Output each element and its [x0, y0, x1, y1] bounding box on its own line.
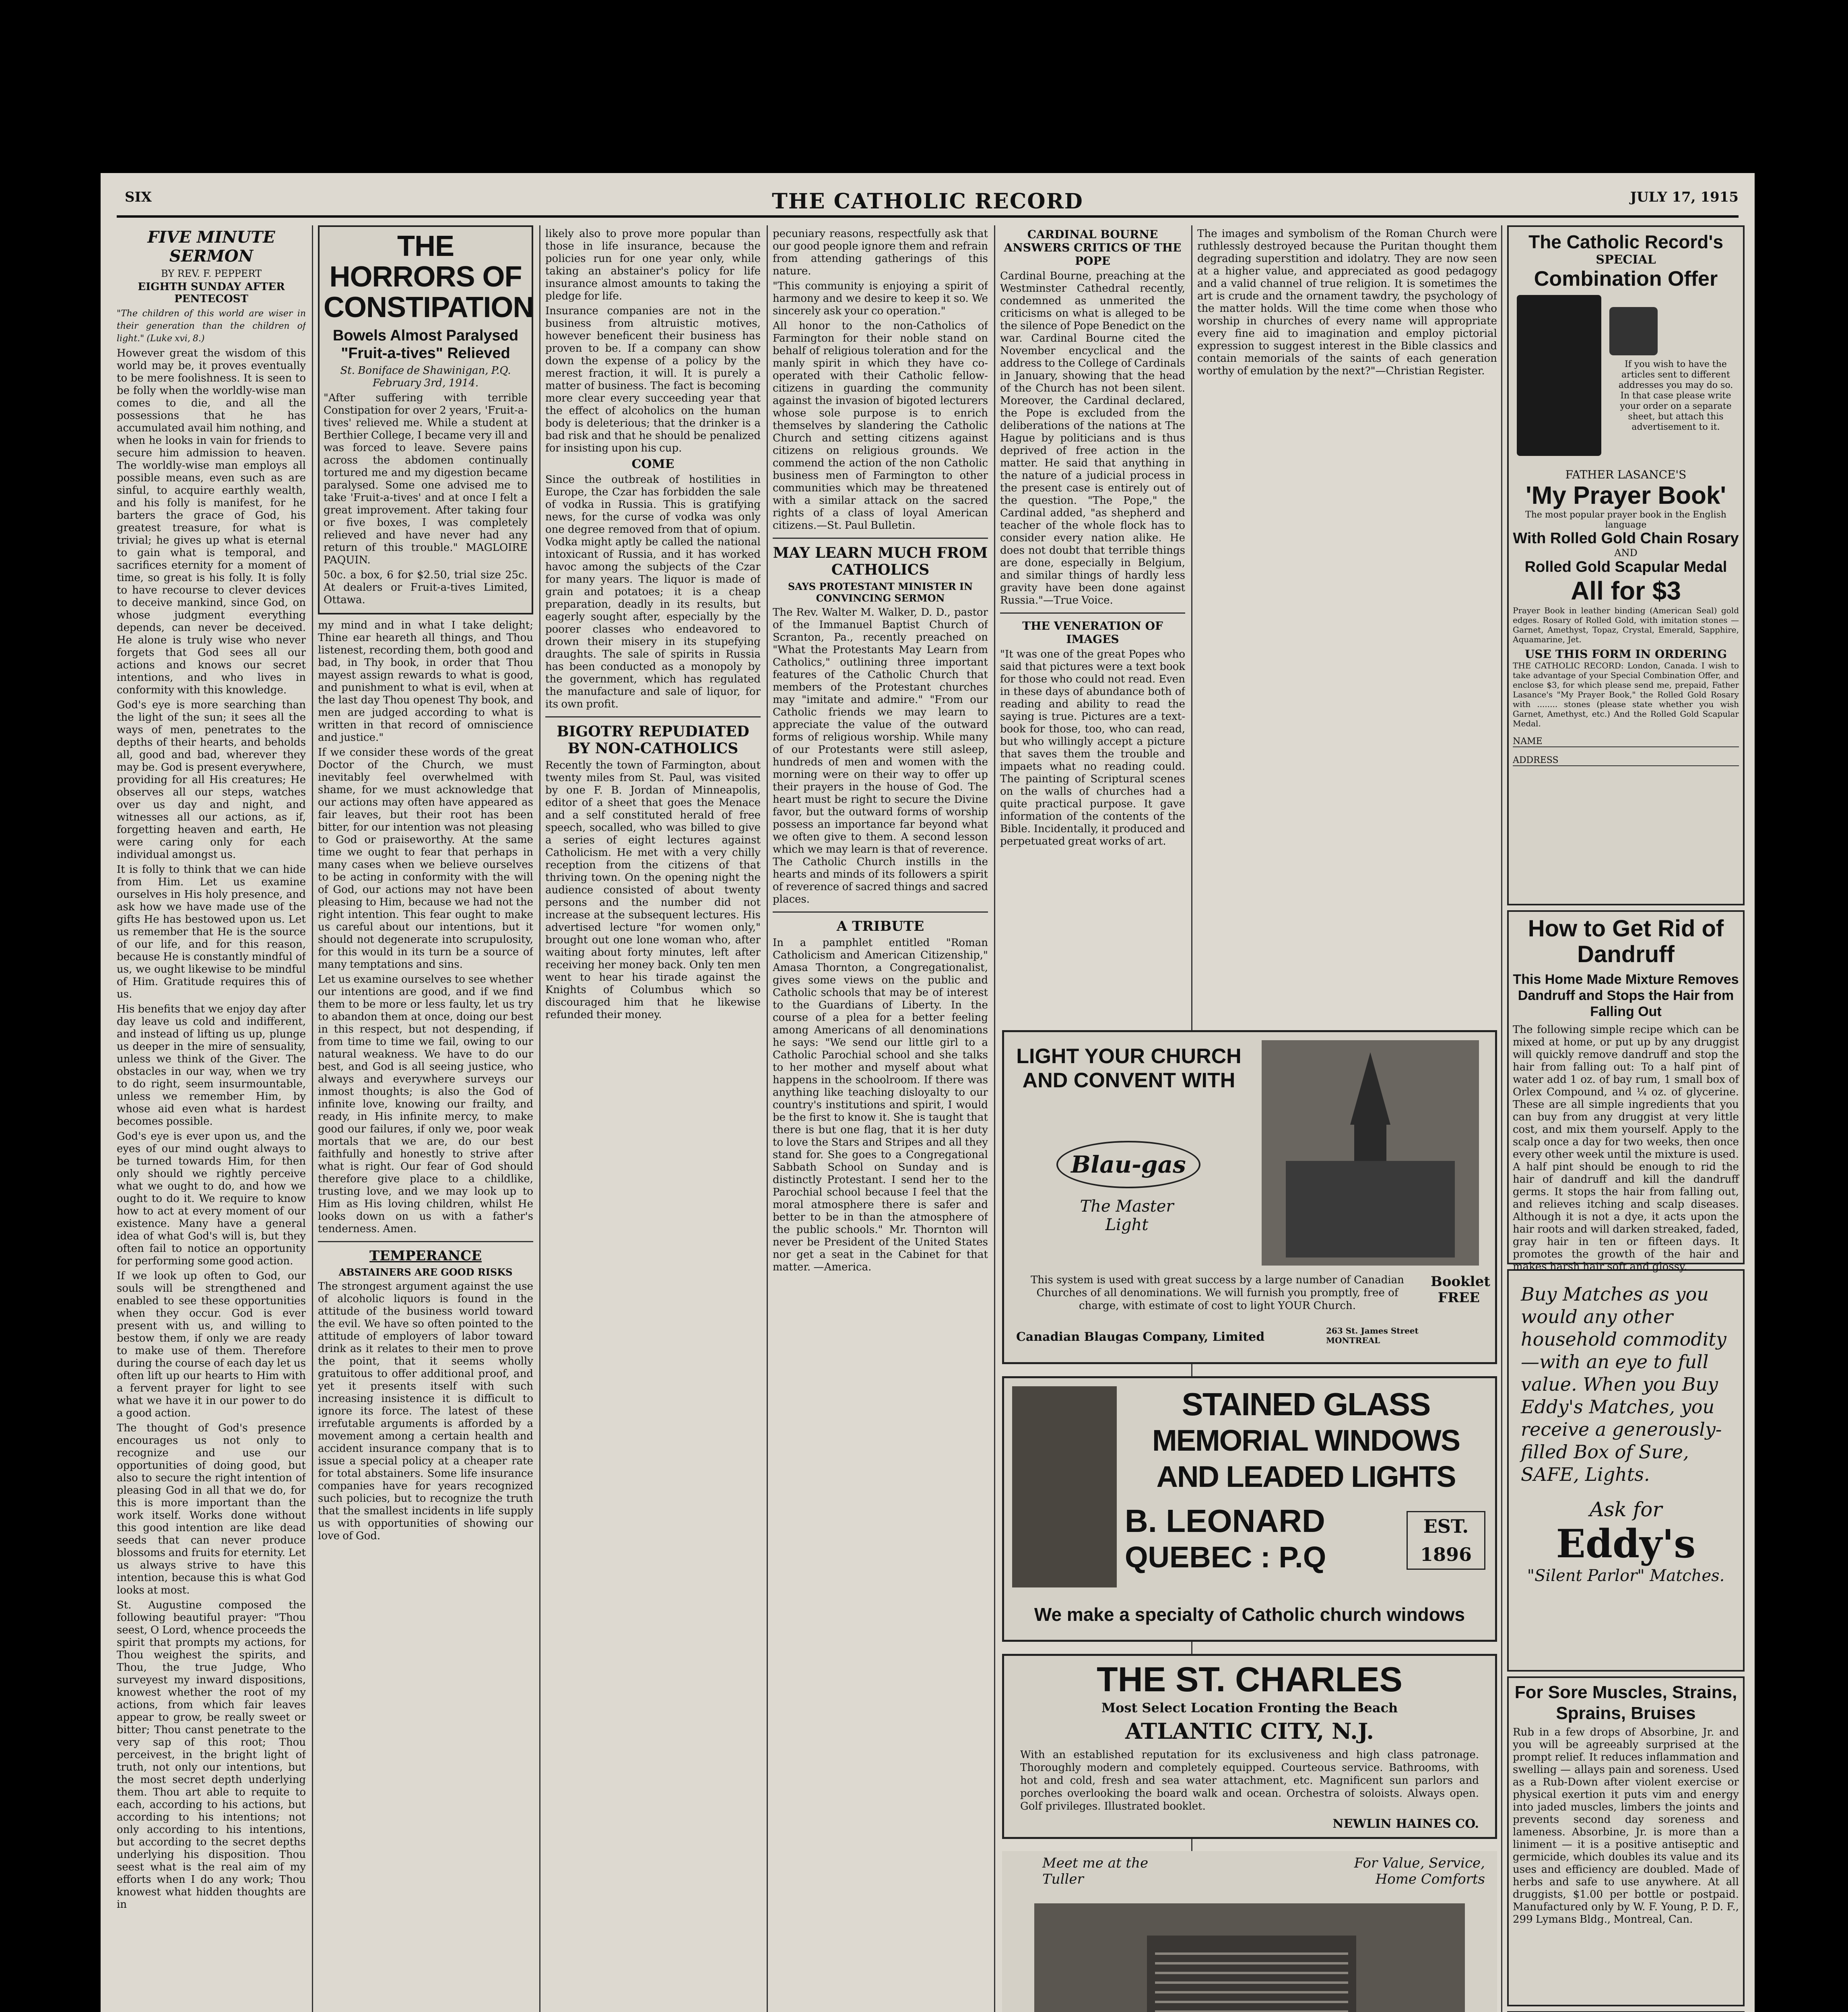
sermon-paragraph: However great the wisdom of this world may be, it proves eventually to be mere foolishness. It is seen to be folly when the worldly-wise man comes to die, and all the possessions that he has accumulated avail him nothing, and when he looks in vain for friends to secure him admission to heaven. The worldly-wise man employs all possible means, even such as are sinful, to acquire earthly wealth, and his folly is manifest, for he barters the grace of God, his greatest treasure, for what is trivial; he gives up what is eternal to gain what is temporal, and sacrifices eternity for a moment of time, so great is his folly. It is folly to have recourse to clever devices to deceive mankind, since God, on whose judgment everything depends, can never be deceived. He alone is truly wise who never forgets that God sees all our actions and knows our secret intentions, and who lives in conformity with this knowledge. [117, 347, 306, 696]
order-address-field[interactable]: ADDRESS [1513, 755, 1739, 766]
column-6 [1197, 225, 1497, 1062]
eddys-ask: Ask for [1589, 1498, 1662, 1521]
sermon-paragraph: It is folly to think that we can hide from Him. Let us examine ourselves in His holy presence, and ask how we have made use of the gifts He has bestowed upon us. Let us remember that He is the source of our life, and for this reason, because He is constantly mindful of us, we ought likewise to be mindful of Him. Gratitude requires this of us. [117, 864, 306, 1000]
blaugas-ad [1002, 1030, 1497, 1364]
leonard-tagline: We make a specialty of Catholic church windows [1034, 1604, 1465, 1625]
bourne-body: Cardinal Bourne, preaching at the Westminster Cathedral recently, condemned as unmerited the criticisms on what is alleged to be the silence of Pope Benedict on the war. Cardinal Bourne cited the November encyclical and the address to the College of Cardinals in January, showing that the head of the Church has not been silent. Moreover, the Cardinal declared, the Pope is excluded from the deliberations of the nations at The Hague by politicians and is thus deprived of free action in the matter. He said that anything in the nature of a judicial process in the present case is entirely out of the question. "The Pope," the Cardinal added, "as shepherd and teacher of the whole flock has to consider every nation alike. He does not doubt that terrible things are done, especially in Belgium, and similar things of hardly less gravity have been done against Russia."—True Voice. [1000, 270, 1185, 606]
tuller-value: For Value, Service, Home Comforts [1354, 1855, 1485, 1887]
sermon-paragraph: His benefits that we enjoy day after day leave us cold and indifferent, and instead of lifting us up, plunge us deeper in the mire of sensuality, unless we think of the Giver. The obstacles in our way, when we try to do right, seem insurmountable, unless we remember Him, by whose aid even what is hardest becomes possible. [117, 1003, 306, 1128]
tribute-body: In a pamphlet entitled "Roman Catholicism and American Citizenship," Amasa Thornton, a Congregationalist, gives some views on the public and Catholic schools that may be of interest to the Guardians of Liberty. In the course of a plea for a better feeling among Americans of all denominations he says: "We send our little girl to a Catholic Parochial school and she talks to her mother and myself about what happens in the schoolroom. If there was anything like teaching disloyalty to our country's institutions and spirit, I would be the first to know it. She is taught that there is but one flag, that it is her duty to love the Stars and Stripes and all they stand for. She goes to a Congregational Sabbath School on Sunday and is distinctly Protestant. I send her to the Parochial school because I feel that the moral atmosphere there is safer and better to be in than the atmosphere of the public schools." Mr. Thornton will never be President of the United States nor get a seat in the Cabinet for that matter. —America. [773, 937, 988, 1273]
dandruff-title: How to Get Rid of Dandruff [1528, 915, 1724, 967]
rosary-case-image [1609, 307, 1658, 355]
sermon-continued: my mind and in what I take delight; Thine ear heareth all things, and Thou listenest, recording them, both good and bad, in Thy book, in order that Thou mayest assign rewards to what is good, and punishment to what is evil, when at the last day Thou openest Thy book, and men are judged according to what is written in that record of omniscience and justice." [318, 619, 533, 744]
page-number: SIX [125, 189, 152, 205]
sermon-continued: If we consider these words of the great Doctor of the Church, we must inevitably feel overwhelmed with shame, for we must acknowledge that our actions may often have appeared as fair leaves, but their root has been bitter, for our intention was not pleasing to God or praiseworthy. At the same time we ought to fear that perhaps in many cases when we believe ourselves to be acting in conformity with the will of God, our actions may not have been pleasing to Him, because we had not the right intention. This fear ought to make us careful about our intentions, but it should not degenerate into scrupulosity, for this would in its turn be a source of many temptations and sins. [318, 746, 533, 971]
column-divider [539, 225, 540, 2012]
leonard-line2: MEMORIAL WINDOWS [1152, 1424, 1460, 1457]
sermon-epigraph: "The children of this world are wiser in their generation than the children of light." (Luke xvi, 8.) [117, 309, 306, 344]
leonard-line1: STAINED GLASS [1182, 1386, 1430, 1422]
absorbine-ad [1507, 1676, 1745, 2006]
combo-title: The Catholic Record's [1528, 231, 1723, 252]
veneration-body: "It was one of the great Popes who said that pictures were a text book for those who could not read. Even in these days of abundance both of reading and ability to read the saying is true. Pictures are a text-book for those, too, who can read, but who willingly accept a picture that saves them the trouble and impaets what no reading could. The painting of Scriptural scenes on the walls of churches had a quite practical purpose. It gave information of the contents of the Bible. Incidentally, it produced and perpetuated great works of art. [1000, 648, 1185, 847]
blaugas-company: Canadian Blaugas Company, Limited [1016, 1330, 1265, 1344]
leonard-est: EST. 1896 [1407, 1511, 1485, 1570]
st-charles-city: ATLANTIC CITY, N.J. [1125, 1718, 1374, 1744]
tuller-ad [1002, 1851, 1497, 2012]
tuller-meet: Meet me at the Tuller [1042, 1855, 1149, 1887]
st-charles-sub: Most Select Location Fronting the Beach [1101, 1700, 1398, 1715]
medal-label: Rolled Gold Scapular Medal [1524, 559, 1727, 575]
absorbine-body: Rub in a few drops of Absorbine, Jr. and you will be agreeably surprised at the prompt relief. It reduces inflammation and swelling — allays pain and soreness. Used as a Rub-Down after violent exercise or physical exertion it puts vim and energy into jaded muscles, limbers the joints and prevents second day soreness and lameness. Absorbine, Jr. is more than a liniment — it is a positive antiseptic and germicide, which doubles its value and its uses and efficiency are doubled. Made of herbs and safe to use anywhere. At all druggists, $1.00 per bottle or postpaid. Manufactured only by W. F. Young, P. D. F., 299 Lymans Bldg., Montreal, Can. [1513, 1726, 1739, 1925]
newspaper-page [101, 173, 1755, 2012]
column-4 [773, 225, 988, 2012]
absorbine-title: For Sore Muscles, Strains, Sprains, Bruises [1514, 1682, 1737, 1723]
eddys-matches-ad [1507, 1269, 1745, 1672]
sermon-subheading: EIGHTH SUNDAY AFTER PENTECOST [138, 281, 285, 305]
st-charles-ad [1002, 1654, 1497, 1839]
combination-offer-ad [1507, 225, 1745, 905]
learn-heading: MAY LEARN MUCH FROM CATHOLICS [773, 544, 988, 578]
bigotry-body: Recently the town of Farmington, about twenty miles from St. Paul, was visited by one F. B. Jordan of Minneapolis, editor of a sheet that goes the Menace and a self constituted herald of free speech, socalled, who was billed to give a series of eight lectures against Catholicism. He met with a very chilly reception from the citizens of that thriving town. On the opening night the audience consisted of about twenty persons and the number did not increase at the subsequent lectures. His advertised lecture "for women only," brought out one lone woman who, after waiting about forty minutes, left after receiving her money back. Only ten men went to hear his tirade against the Knights of Columbus which so discouraged him that he likewise refunded their money. [545, 759, 761, 1021]
st-charles-title: THE ST. CHARLES [1097, 1660, 1402, 1699]
article-paragraph: pecuniary reasons, respectfully ask that our good people ignore them and refrain from attending gatherings of this nature. [773, 228, 988, 277]
column-divider [994, 225, 995, 2012]
come-heading: COME [631, 457, 674, 471]
prayer-book-image [1517, 295, 1601, 456]
article-paragraph: likely also to prove more popular than those in life insurance, because the policies run for one year only, while taking an abstainer's policy for life insurance almost amounts to taking the pledge for life. [545, 228, 761, 302]
blaugas-booklet: Booklet FREE [1431, 1274, 1490, 1306]
leonard-line3: AND LEADED LIGHTS [1156, 1460, 1456, 1493]
issue-date: JULY 17, 1915 [1630, 189, 1739, 205]
fruit-a-tives-ad [318, 225, 533, 614]
leonard-city: QUEBEC : P.Q [1125, 1540, 1326, 1574]
divider [773, 911, 988, 913]
st-charles-owner: NEWLIN HAINES CO. [1332, 1817, 1479, 1831]
column-3 [545, 225, 761, 2012]
combo-price: All for $3 [1571, 576, 1681, 605]
sermon-paragraph: If we look up often to God, our souls will be strengthened and enabled to see these opportunities when they occur. God is ever present with us, and willing to bestow them, if only we are ready to make use of them. Therefore during the course of each day let us often lift up our hearts to Him with a fervent prayer for light to see what we have it in our power to do a good action. [117, 1270, 306, 1419]
constipation-ad-title: THE HORRORS OF CONSTIPATION [324, 230, 533, 324]
temperance-heading: TEMPERANCE [369, 1248, 482, 1264]
column-divider [312, 225, 313, 2012]
eddys-brand: Eddy's [1556, 1521, 1696, 1567]
order-form-text: THE CATHOLIC RECORD: London, Canada. I wish to take advantage of your Special Combination Offer, and enclose $3, for which please send me, prepaid, Father Lasance's "My Prayer Book," the Rolled Gold Rosary with ........ stones (please state whether you wish Garnet, Amethyst, etc.) And the Rolled Gold Scapular Medal. [1513, 661, 1739, 728]
divider [1000, 612, 1185, 614]
column-divider [1501, 225, 1502, 2012]
blaugas-body: This system is used with great success by a large number of Canadian Churches of all denominations. We will furnish you promptly, free of charge, with estimate of cost to light YOUR Church. [1031, 1274, 1404, 1312]
sermon-paragraph: The thought of God's presence encourages us not only to recognize and use our opportunities of doing good, but also to secure the right intention of pleasing God in all that we do, for this is more important than the work itself. Works done without this good intention are like dead seeds that can never produce blossoms and fruits for eternity. Let us always strive to have this intention, because this is what God looks at most. [117, 1422, 306, 1596]
eddys-body: Buy Matches as you would any other household commodity—with an eye to full value. When you Buy Eddy's Matches, you receive a generously-filled Box of Sure, SAFE, Lights. [1521, 1283, 1726, 1485]
sermon-paragraph: St. Augustine composed the following beautiful prayer: "Thou seest, O Lord, whence proceeds the spirit that prompts my actions, for Thou weighest the spirits, and Thou, the true Judge, Who surveyest my inward dispositions, knowest whether the root of my actions, from which fair leaves appear to grow, be really sweet or bitter; Thou canst penetrate to the very sap of this root; Thou perceivest, in the bright light of truth, not only our intentions, but the most secret depth underlying them. Thou art able to requite to each, according to his actions, but according to his intentions; not only according to his intentions, but according to the secret depths underlying his disposition. Thou seest what is the real aim of my efforts when I do any work; Thou knowest what hidden thoughts are in [117, 1599, 306, 1911]
leonard-ad [1002, 1376, 1497, 1642]
temperance-body: The strongest argument against the use of alcoholic liquors is found in the attitude of the business world toward the evil. We have so often pointed to the attitude of employers of labor toward drink as it relates to their men to prove the point, that it seems wholly gratuitous to offer additional proof, and yet it presents itself with such increasing insistence it is difficult to ignore its force. The latest of these irrefutable arguments is afforded by a movement among a certain health and accident insurance company that is to issue a special policy at a cheaper rate for total abstainers. Some life insurance companies have for years recognized such policies, but to recognize the truth that the smallest incidents in life supply us with opportunities of showing our love of God. [318, 1280, 533, 1542]
column-2 [318, 225, 533, 2012]
hotel-building-illustration [1034, 1903, 1465, 2012]
combo-offer: Combination Offer [1534, 267, 1718, 291]
order-name-field[interactable]: NAME [1513, 736, 1739, 747]
column-divider [767, 225, 768, 2012]
column-7 [1507, 225, 1745, 2012]
combo-note: If you wish to have the articles sent to different addresses you may do so. In that case please write your order on a separate sheet, but attach this advertisement to it. [1618, 359, 1733, 432]
ad-dateline: St. Boniface de Shawinigan, P.Q. February 3rd, 1914. [340, 365, 511, 389]
leonard-name: B. LEONARD [1125, 1503, 1325, 1539]
article-paragraph: "This community is enjoying a spirit of harmony and we desire to keep it so. We sincerely ask your co operation." [773, 280, 988, 317]
veneration-heading: THE VENERATION OF IMAGES [1022, 619, 1163, 646]
use-form-label: USE THIS FORM IN ORDERING [1525, 647, 1727, 661]
saint-illustration [1012, 1386, 1117, 1587]
blaugas-headline: LIGHT YOUR CHURCH AND CONVENT WITH [1016, 1045, 1242, 1092]
learn-body: The Rev. Walter M. Walker, D. D., pastor of the Immanuel Baptist Church of Scranton, Pa., recently preached on "What the Protestants May Learn from Catholics," outlining three important features of the Catholic Church that members of the Protestant churches may "imitate and admire." "From our Catholic friends we may learn to appreciate the value of the outward forms of religious worship. While many of our Protestants were still asleep, hundreds of men and women with the morning were on their way to offer up their prayers in the house of God. The heart must be right to secure the Divine favor, but the outward forms of worship possess an importance far beyond what we often give to them. A second lesson which we may learn is that of reverence. The Catholic Church instills in the hearts and minds of its followers a spirit of reverence of sacred things and sacred places. [773, 606, 988, 905]
learn-subheading: SAYS PROTESTANT MINISTER IN CONVINCING SERMON [788, 581, 973, 604]
column-1 [117, 225, 306, 2012]
ad-price: 50c. a box, 6 for $2.50, trial size 25c. At dealers or Fruit-a-tives Limited, Ottawa. [324, 569, 528, 606]
divider [318, 1241, 533, 1242]
eddys-tagline: "Silent Parlor" Matches. [1527, 1567, 1725, 1585]
lasance-label: FATHER LASANCE'S [1565, 468, 1687, 481]
veneration-body-continued: The images and symbolism of the Roman Church were ruthlessly destroyed because the Puritan thought them degrading superstition and idolatry. They are now seen at a higher value, and appreciated as good pedagogy and a valid channel of true religion. It is sometimes the art is crude and the ornament tawdry, the psychology of the matter holds. Will the time come when those who worship in churches of every name will appropriate every fine aid to imagination and employ pictorial expression to suggest interest in the Bible classics and contain memorials of the saints of each generation worthy of emulation by the next?"—Christian Register. [1197, 228, 1497, 377]
bourne-heading: CARDINAL BOURNE ANSWERS CRITICS OF THE POPE [1004, 228, 1182, 268]
tribute-heading: A TRIBUTE [836, 918, 924, 934]
masthead [101, 189, 1755, 213]
temperance-subheading: ABSTAINERS ARE GOOD RISKS [338, 1266, 513, 1278]
masthead-rule [117, 215, 1739, 218]
dandruff-subtitle: This Home Made Mixture Removes Dandruff and Stops the Hair from Falling Out [1513, 972, 1739, 1019]
dandruff-body: The following simple recipe which can be mixed at home, or put up by any druggist will quickly remove dandruff and stop the hair from falling out: To a half pint of water add 1 oz. of bay rum, 1 small box of Orlex Compound, and ¼ oz. of glycerine. These are all simple ingredients that you can buy from any druggist at very little cost, and mix them yourself. Apply to the scalp once a day for two weeks, then once every other week until the mixture is used. A half pint should be enough to rid the hair of dandruff and kill the dandruff germs. It stops the hair from falling out, and relieves itching and scalp diseases. Although it is not a dye, it acts upon the hair roots and will darken streaked, faded, gray hair in ten or fifteen days. It promotes the growth of the hair and makes harsh hair soft and glossy. [1513, 1024, 1739, 1273]
st-charles-body: With an established reputation for its exclusiveness and high class patronage. Thoroughly modern and completely equipped. Courteous service. Bathrooms, with hot and cold, fresh and sea water attachment, etc. Magnificent sun parlors and porches overlooking the board walk and ocean. Orchestra of soloists. Always open. Golf privileges. Illustrated booklet. [1020, 1749, 1479, 1812]
prayer-book-desc: The most popular prayer book in the English language [1525, 510, 1726, 530]
ad-testimonial: "After suffering with terrible Constipation for over 2 years, 'Fruit-a-tives' relieved me. While a student at Berthier College, I became very ill and was forced to leave. Severe pains across the abdomen continually tortured me and my digestion became paralysed. Some one advised me to take 'Fruit-a-tives' and at once I felt a great improvement. After taking four or five boxes, I was completely relieved and have never had any return of this trouble." MAGLOIRE PAQUIN. [324, 392, 528, 566]
and-label: AND [1614, 547, 1638, 559]
dandruff-ad [1507, 910, 1745, 1273]
rosary-label: With Rolled Gold Chain Rosary [1513, 530, 1739, 547]
blaugas-logo: Blau-gas [1056, 1141, 1200, 1188]
divider [773, 538, 988, 539]
prayer-book-title: 'My Prayer Book' [1525, 482, 1726, 509]
combo-special: SPECIAL [1596, 253, 1656, 267]
sermon-paragraph: God's eye is more searching than the light of the sun; it sees all the ways of men, penetrates to the depths of their hearts, and beholds all, good and bad, wherever they may be. God is present everywhere, providing for all His creatures; He observes all our steps, watches over us day and night, and witnesses all our actions, as if, forgetting heaven and earth, He were caring only for each individual amongst us. [117, 699, 306, 861]
combo-price-desc: Prayer Book in leather binding (American Seal) gold edges. Rosary of Rolled Gold, with imitation stones — Garnet, Amethyst, Topaz, Crystal, Emerald, Sapphire, Aquamarine, Jet. [1513, 606, 1739, 644]
bigotry-heading: BIGOTRY REPUDIATED BY NON-CATHOLICS [557, 723, 749, 757]
column-5 [1000, 225, 1185, 1062]
sermon-continued: Let us examine ourselves to see whether our intentions are good, and if we find them to be more or less faulty, let us try to abandon them at once, doing our best in this respect, but not despending, if from time to time we fail, owing to our natural weakness. We have to do our best, and God is all seeing justice, who always and everywhere surveys our inmost thoughts; is also the God of infinite love, knowing our frailty, and ready, in His infinite mercy, to make good our failures, if only we, poor weak mortals that we are, do our best faithfully and honestly to strive after what is right. Our fear of God should therefore give place to a childlike, trusting love, and we may look up to Him as His loving children, whilst He looks down on us with a father's tenderness. Amen. [318, 973, 533, 1235]
blaugas-address: 263 St. James Street MONTREAL [1326, 1326, 1419, 1345]
church-illustration [1262, 1040, 1479, 1266]
sermon-paragraph: God's eye is ever upon us, and the eyes of our mind ought always to be turned towards Him, for then only should we rightly perceive what we ought to do, and how we ought to do it. We require to know how to act at every moment of our existence. Many have a general idea of what God's will is, but they often fail to notice an opportunity for performing some good action. [117, 1130, 306, 1267]
article-paragraph: Insurance companies are not in the business from altruistic motives, however beneficent their business has proven to be. If a company can show down the expense of a policy by the merest fraction, it will. It is purely a matter of business. The fact is becoming more clear every succeeding year that the effect of alcoholics on the human body is deleterious; that the drinker is a bad risk and that he should be penalized for insisting upon his cup. [545, 305, 761, 454]
come-body: Since the outbreak of hostilities in Europe, the Czar has forbidden the sale of vodka in Russia. This is gratifying news, for the curse of vodka was only one degree removed from that of opium. Vodka might aptly be called the national intoxicant of Russia, and it has worked havoc among the subjects of the Czar for many years. The liquor is made of grain and potatoes; it is a cheap preparation, deadly in its results, but eagerly sought after, especially by the poorer classes who endeavored to drown their misery in its stupefying draughts. The sale of spirits in Russia has been conducted as a monopoly by the government, which has regulated the manufacture and sale of liquor, for its own profit. [545, 474, 761, 710]
blaugas-tagline: The Master Light [1080, 1197, 1174, 1234]
constipation-ad-subtitle: Bowels Almost Paralysed "Fruit-a-tives" Relieved [332, 327, 519, 362]
divider [545, 716, 761, 717]
newspaper-title: THE CATHOLIC RECORD [772, 189, 1083, 214]
sermon-byline: BY REV. F. PEPPERT [161, 268, 262, 279]
article-paragraph: All honor to the non-Catholics of Farmington for their noble stand on behalf of religious toleration and for the manly spirit in which they have co-operated with their Catholic fellow-citizens in guarding the community against the invasion of bigoted lecturers whose sole purpose is to enrich themselves by slandering the Catholic Church and setting citizens against citizens on religious grounds. We commend the action of the non Catholic business men of Farmington to other communities which may be threatened with a similar attack on the sacred rights of a class of loyal American citizens.—St. Paul Bulletin. [773, 320, 988, 532]
sermon-heading: FIVE MINUTE SERMON [147, 228, 275, 266]
